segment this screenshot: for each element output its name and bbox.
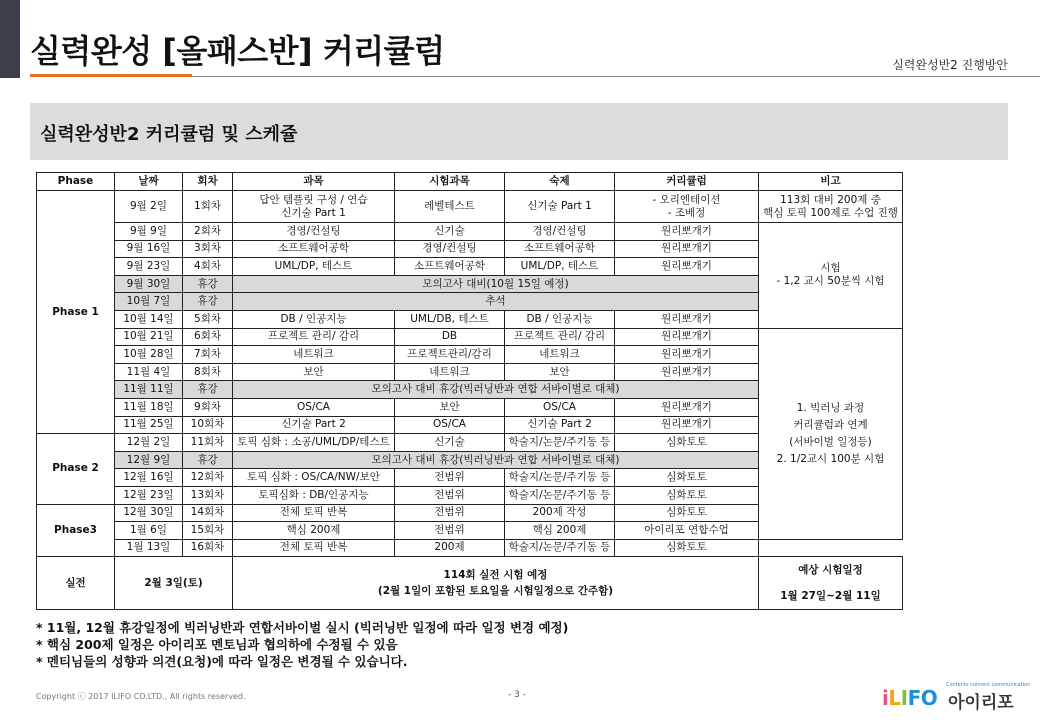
section-header (30, 103, 1008, 160)
date-cell: 9월 16일 (115, 240, 183, 258)
session-cell: 11회차 (183, 434, 233, 452)
page-number: - 3 - (508, 690, 526, 700)
date-cell: 9월 23일 (115, 258, 183, 276)
session-cell: 13회차 (183, 486, 233, 504)
session-cell: 휴강 (183, 275, 233, 293)
curriculum-cell: 원리뽀개기 (615, 398, 759, 416)
session-cell: 4회차 (183, 258, 233, 276)
date-cell: 1월 6일 (115, 522, 183, 540)
homework-cell: 프로젝트 관리/ 감리 (505, 328, 615, 346)
curriculum-cell: 원리뽀개기 (615, 346, 759, 364)
final-phase-cell: 실전 (37, 557, 115, 610)
exam-cell: 신기술 (395, 434, 505, 452)
header-phase: Phase (37, 173, 115, 191)
page-subtitle: 실력완성반2 진행방안 (892, 58, 1008, 72)
session-cell: 3회차 (183, 240, 233, 258)
subject-cell: 답안 템플릿 구성 / 연습 신기술 Part 1 (233, 191, 395, 223)
remarks-cell: 1. 빅러닝 과정 커리큘럼과 연계 (서바이벌 일정등) 2. 1/2교시 100분 시험 (759, 328, 903, 539)
header-session: 회차 (183, 173, 233, 191)
phase-2-cell: Phase 2 (37, 434, 115, 504)
session-cell: 15회차 (183, 522, 233, 540)
merged-cell: 모의고사 대비 휴강(빅러닝반과 연합 서바이벌로 대체) (233, 381, 759, 399)
date-cell: 12월 9일 (115, 451, 183, 469)
curriculum-cell: 원리뽀개기 (615, 310, 759, 328)
final-exam-info: 114회 실전 시험 예정 (2월 1일이 포함된 토요일을 시험일정으로 간주함) (233, 557, 759, 610)
session-cell: 1회차 (183, 191, 233, 223)
note-item: * 핵심 200제 일정은 아이리포 멘토님과 협의하에 수정될 수 있음 (36, 637, 398, 652)
session-cell: 14회차 (183, 504, 233, 522)
date-cell: 12월 23일 (115, 486, 183, 504)
date-cell: 11월 18일 (115, 398, 183, 416)
date-cell: 9월 30일 (115, 275, 183, 293)
date-cell: 11월 11일 (115, 381, 183, 399)
final-exam-row (37, 557, 903, 610)
subject-cell: 핵심 200제 (233, 522, 395, 540)
phase-3-cell: Phase3 (37, 504, 115, 557)
subject-cell: 토픽 심화 : OS/CA/NW/보안 (233, 469, 395, 487)
curriculum-cell: 원리뽀개기 (615, 240, 759, 258)
homework-cell: 학술지/논문/주기동 등 (505, 486, 615, 504)
copyright-text: Copyright ⓒ 2017 ILIFO CO.LTD., All rights reserved. (36, 692, 246, 701)
homework-cell: 학술지/논문/주기동 등 (505, 434, 615, 452)
header-accent-bar (0, 0, 20, 78)
curriculum-cell: - 오리엔테이션 - 조배정 (615, 191, 759, 223)
exam-cell: DB (395, 328, 505, 346)
homework-cell: 경영/컨설팅 (505, 223, 615, 241)
session-cell: 휴강 (183, 381, 233, 399)
homework-cell: 네트워크 (505, 346, 615, 364)
final-date-cell: 2월 3일(토) (115, 557, 233, 610)
subject-cell: UML/DP, 테스트 (233, 258, 395, 276)
final-remarks-cell (759, 557, 903, 610)
date-cell: 12월 2일 (115, 434, 183, 452)
homework-cell: 200제 작성 (505, 504, 615, 522)
header-subject: 과목 (233, 173, 395, 191)
curriculum-cell: 심화토토 (615, 504, 759, 522)
curriculum-cell: 심화토토 (615, 539, 759, 557)
merged-cell: 모의고사 대비(10월 15일 예정) (233, 275, 759, 293)
header-date: 날짜 (115, 173, 183, 191)
date-cell: 10월 21일 (115, 328, 183, 346)
expected-exam-label: 예상 시험일정 (798, 564, 863, 577)
table-row (37, 191, 903, 223)
exam-cell: 경영/컨설팅 (395, 240, 505, 258)
header-exam: 시험과목 (395, 173, 505, 191)
homework-cell: 신기술 Part 1 (505, 191, 615, 223)
session-cell: 10회차 (183, 416, 233, 434)
logo-wordmark: iLIFO (882, 686, 938, 710)
date-cell: 11월 25일 (115, 416, 183, 434)
logo-korean: 아이리포 (948, 693, 1014, 713)
subject-cell: DB / 인공지능 (233, 310, 395, 328)
exam-cell: UML/DB, 테스트 (395, 310, 505, 328)
merged-cell: 모의고사 대비 휴강(빅러닝반과 연합 서바이벌로 대체) (233, 451, 759, 469)
table-row (37, 328, 903, 346)
merged-cell: 추석 (233, 293, 759, 311)
session-cell: 휴강 (183, 293, 233, 311)
subject-cell: 토픽 심화 : 소공/UML/DP/테스트 (233, 434, 395, 452)
date-cell: 10월 14일 (115, 310, 183, 328)
curriculum-cell: 원리뽀개기 (615, 223, 759, 241)
exam-cell: 전범위 (395, 522, 505, 540)
page-title: 실력완성 [올패스반] 커리큘럼 (30, 32, 445, 70)
table-row (37, 539, 903, 557)
session-cell: 12회차 (183, 469, 233, 487)
schedule-table (36, 172, 903, 610)
exam-cell: 200제 (395, 539, 505, 557)
homework-cell: OS/CA (505, 398, 615, 416)
exam-cell: 네트워크 (395, 363, 505, 381)
homework-cell: 학술지/논문/주기동 등 (505, 539, 615, 557)
exam-cell: 신기술 (395, 223, 505, 241)
session-cell: 9회차 (183, 398, 233, 416)
date-cell: 11월 4일 (115, 363, 183, 381)
title-underline (30, 74, 192, 77)
header-curriculum: 커리큘럼 (615, 173, 759, 191)
exam-cell: 전범위 (395, 469, 505, 487)
homework-cell: 학술지/논문/주기동 등 (505, 469, 615, 487)
subject-cell: 프로젝트 관리/ 감리 (233, 328, 395, 346)
subject-cell: OS/CA (233, 398, 395, 416)
session-cell: 7회차 (183, 346, 233, 364)
homework-cell: DB / 인공지능 (505, 310, 615, 328)
subject-cell: 소프트웨어공학 (233, 240, 395, 258)
homework-cell: UML/DP, 테스트 (505, 258, 615, 276)
date-cell: 1월 13일 (115, 539, 183, 557)
subject-cell: 네트워크 (233, 346, 395, 364)
session-cell: 16회차 (183, 539, 233, 557)
date-cell: 9월 2일 (115, 191, 183, 223)
curriculum-cell: 심화토토 (615, 486, 759, 504)
session-cell: 8회차 (183, 363, 233, 381)
session-cell: 2회차 (183, 223, 233, 241)
subject-cell: 전체 토픽 반복 (233, 504, 395, 522)
table-header-row (37, 173, 903, 191)
notes (36, 619, 568, 670)
homework-cell: 소프트웨어공학 (505, 240, 615, 258)
subject-cell: 토픽심화 : DB/인공지능 (233, 486, 395, 504)
session-cell: 휴강 (183, 451, 233, 469)
exam-cell: 소프트웨어공학 (395, 258, 505, 276)
phase-1-cell: Phase 1 (37, 191, 115, 434)
section-title: 실력완성반2 커리큘럼 및 스케쥴 (40, 124, 298, 145)
date-cell: 10월 7일 (115, 293, 183, 311)
session-cell: 6회차 (183, 328, 233, 346)
remarks-cell: 113회 대비 200제 중 핵심 토픽 100제로 수업 진행 (759, 191, 903, 223)
date-cell: 10월 28일 (115, 346, 183, 364)
date-cell: 12월 16일 (115, 469, 183, 487)
logo-tagline: Contents connect communication (946, 682, 1031, 688)
subject-cell: 보안 (233, 363, 395, 381)
expected-exam-range: 1월 27일~2월 11일 (780, 590, 881, 603)
homework-cell: 핵심 200제 (505, 522, 615, 540)
note-item: * 11월, 12월 휴강일정에 빅러닝반과 연합서바이벌 실시 (빅러닝반 일정에 따라 일정 변경 예정) (36, 620, 569, 635)
homework-cell: 신기술 Part 2 (505, 416, 615, 434)
curriculum-cell: 심화토토 (615, 434, 759, 452)
exam-cell: 프로젝트관리/감리 (395, 346, 505, 364)
curriculum-cell: 원리뽀개기 (615, 258, 759, 276)
header-divider (192, 76, 1040, 77)
date-cell: 12월 30일 (115, 504, 183, 522)
header-homework: 숙제 (505, 173, 615, 191)
date-cell: 9월 9일 (115, 223, 183, 241)
session-cell: 5회차 (183, 310, 233, 328)
curriculum-cell: 심화토토 (615, 469, 759, 487)
exam-cell: 레벨테스트 (395, 191, 505, 223)
table-row (37, 223, 903, 241)
note-item: * 멘티님들의 성향과 의견(요청)에 따라 일정은 변경될 수 있습니다. (36, 654, 408, 669)
exam-cell: OS/CA (395, 416, 505, 434)
header-remarks: 비고 (759, 173, 903, 191)
exam-cell: 전범위 (395, 504, 505, 522)
homework-cell: 보안 (505, 363, 615, 381)
curriculum-cell: 원리뽀개기 (615, 363, 759, 381)
subject-cell: 경영/컨설팅 (233, 223, 395, 241)
curriculum-cell: 아이리포 연합수업 (615, 522, 759, 540)
curriculum-cell: 원리뽀개기 (615, 328, 759, 346)
subject-cell: 신기술 Part 2 (233, 416, 395, 434)
subject-cell: 전체 토픽 반복 (233, 539, 395, 557)
exam-cell: 보안 (395, 398, 505, 416)
exam-cell: 전범위 (395, 486, 505, 504)
remarks-cell: 시험 - 1,2 교시 50분씩 시험 (759, 223, 903, 329)
curriculum-cell: 원리뽀개기 (615, 416, 759, 434)
company-logo (882, 682, 1032, 714)
